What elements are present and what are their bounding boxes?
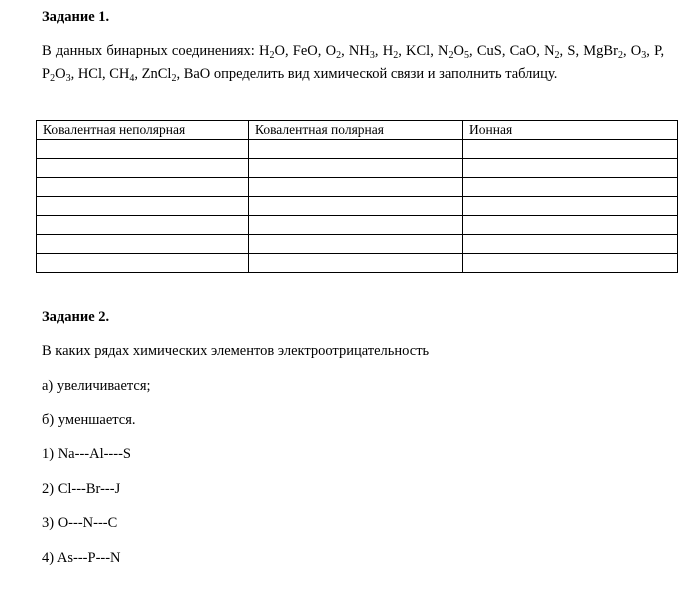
compound-formula: HCl [77,66,102,82]
table-cell [463,178,678,197]
table-cell [249,216,463,235]
table-row [37,178,678,197]
option-b: б) уменшается. [42,412,136,428]
task1-heading: Задание 1. [42,9,110,25]
compound-formula: BaO [183,66,211,82]
compound-formula: P [654,43,661,59]
table-cell [249,178,463,197]
task2-question: В каких рядах химических элементов электроотрицательность [42,343,430,359]
table-cell [463,159,678,178]
table-cell [37,254,249,273]
table-cell [37,235,249,254]
table-cell [37,216,249,235]
table-cell [463,235,678,254]
table-header-row [37,121,678,140]
compound-formula: $NH_3$ [348,43,375,61]
table-cell [249,254,463,273]
compound-formula: KCl [406,43,431,59]
compound-formula: CuS [476,43,502,59]
compound-formula: $N_2O_5$ [438,43,469,61]
table-cell [463,254,678,273]
series-3: 3) O---N---C [42,515,118,531]
task1-text [42,40,664,86]
compound-formula: $H_2$ [382,43,399,61]
bond-type-table [36,120,678,273]
compound-formula: $H_2O$ [259,43,285,61]
header-polar-covalent: Ковалентная полярная [249,121,463,140]
table-row [37,216,678,235]
task1-outro: определить вид химической связи и заполнить таблицу. [210,66,558,82]
series-4: 4) As---P---N [42,550,121,566]
table-cell [37,197,249,216]
table-cell [37,178,249,197]
series-2: 2) Cl---Br---J [42,481,121,497]
table-row [37,159,678,178]
table-cell [249,159,463,178]
table-cell [463,197,678,216]
compound-formula: $O_2$ [325,43,342,61]
task2-heading: Задание 2. [42,309,110,325]
task1-intro: В данных бинарных соединениях: [42,43,259,59]
header-nonpolar-covalent: Ковалентная неполярная [37,121,249,140]
table-cell [463,140,678,159]
compound-formula: CaO [509,43,537,59]
table-cell [37,159,249,178]
table-row [37,140,678,159]
compound-formula: ZnCl$_2$ [141,66,177,84]
table-row [37,197,678,216]
compound-list: $H_2O$, FeO, $O_2$, $NH_3$, $H_2$, KCl, $N_2O_5$, CuS, CaO, $N_2$, S, MgBr$_2$, $O_3$, P, $P_2O_3$, HCl, $CH_4$, ZnCl$_2$, BaO [42,43,665,84]
option-a: а) увеличивается; [42,378,151,394]
compound-formula: MgBr$_2$ [583,43,623,61]
compound-formula: $O_3$ [630,43,647,61]
compound-formula: FeO [292,43,318,59]
compound-formula: $N_2$ [544,43,560,61]
table-row [37,235,678,254]
table-cell [37,140,249,159]
compound-formula: S [567,43,576,59]
header-ionic: Ионная [463,121,678,140]
table-row [37,254,678,273]
compound-formula: $CH_4$ [109,66,135,84]
table-cell [249,197,463,216]
series-1: 1) Na---Al----S [42,446,131,462]
table-cell [463,216,678,235]
table-cell [249,235,463,254]
compound-formula: $P_2O_3$ [42,66,71,84]
table-cell [249,140,463,159]
